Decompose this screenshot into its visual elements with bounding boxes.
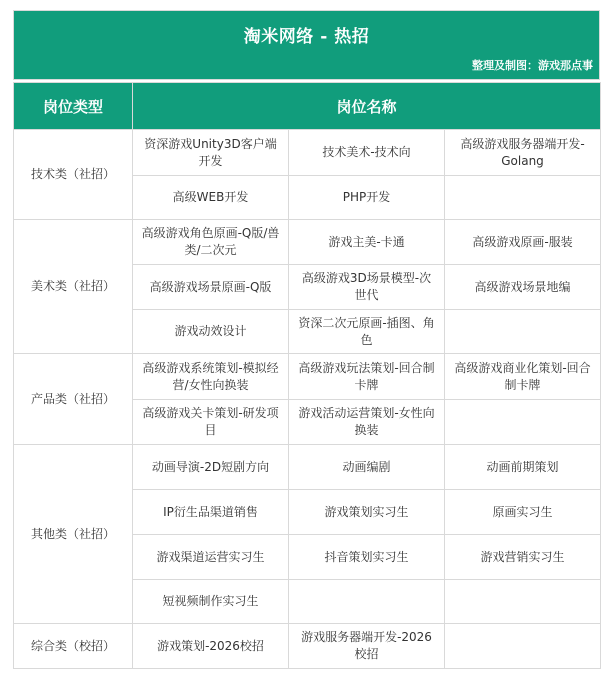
position-cell	[289, 580, 445, 624]
position-cell: 高级游戏3D场景模型-次世代	[289, 265, 445, 310]
position-cell: 原画实习生	[445, 490, 601, 535]
position-cell: 游戏服务器端开发-2026校招	[289, 624, 445, 669]
position-cell: 游戏活动运营策划-女性向换装	[289, 400, 445, 445]
position-cell: PHP开发	[289, 176, 445, 220]
position-cell: 高级游戏场景原画-Q版	[133, 265, 289, 310]
column-header-positions: 岗位名称	[133, 83, 601, 130]
position-cell	[445, 310, 601, 354]
position-cell: 动画前期策划	[445, 445, 601, 490]
position-cell: 高级游戏商业化策划-回合制卡牌	[445, 354, 601, 400]
column-header-category: 岗位类型	[14, 83, 133, 130]
position-cell: 高级WEB开发	[133, 176, 289, 220]
position-cell: 高级游戏关卡策划-研发项目	[133, 400, 289, 445]
table-body	[14, 130, 601, 669]
position-cell: 抖音策划实习生	[289, 535, 445, 580]
position-cell: 动画导演-2D短剧方向	[133, 445, 289, 490]
position-cell: 游戏渠道运营实习生	[133, 535, 289, 580]
table-row	[14, 220, 601, 265]
position-cell: 动画编剧	[289, 445, 445, 490]
table-row	[14, 445, 601, 490]
position-cell: 游戏主美-卡通	[289, 220, 445, 265]
position-cell: 高级游戏玩法策划-回合制卡牌	[289, 354, 445, 400]
position-cell: 游戏策划-2026校招	[133, 624, 289, 669]
position-cell: 高级游戏角色原画-Q版/兽类/二次元	[133, 220, 289, 265]
header-banner	[13, 10, 600, 80]
position-cell: 资深游戏Unity3D客户端开发	[133, 130, 289, 176]
page-title: 淘米网络 - 热招	[243, 27, 370, 47]
position-cell: IP衍生品渠道销售	[133, 490, 289, 535]
jobs-table	[13, 82, 601, 669]
category-cell: 产品类（社招）	[14, 354, 133, 445]
table-row	[14, 354, 601, 400]
position-cell: 高级游戏系统策划-模拟经营/女性向换装	[133, 354, 289, 400]
position-cell: 技术美术-技术向	[289, 130, 445, 176]
position-cell: 高级游戏服务器端开发-Golang	[445, 130, 601, 176]
table-row	[14, 130, 601, 176]
position-cell: 游戏营销实习生	[445, 535, 601, 580]
position-cell	[445, 624, 601, 669]
category-cell: 综合类（校招）	[14, 624, 133, 669]
position-cell: 游戏动效设计	[133, 310, 289, 354]
category-cell: 美术类（社招）	[14, 220, 133, 354]
category-cell: 技术类（社招）	[14, 130, 133, 220]
position-cell	[445, 400, 601, 445]
table-header-row	[14, 83, 601, 130]
credit-text: 整理及制图：游戏那点事	[472, 59, 593, 72]
position-cell: 短视频制作实习生	[133, 580, 289, 624]
table-row	[14, 624, 601, 669]
position-cell	[445, 580, 601, 624]
position-cell: 游戏策划实习生	[289, 490, 445, 535]
position-cell: 高级游戏场景地编	[445, 265, 601, 310]
category-cell: 其他类（社招）	[14, 445, 133, 624]
position-cell: 资深二次元原画-插图、角色	[289, 310, 445, 354]
position-cell	[445, 176, 601, 220]
position-cell: 高级游戏原画-服装	[445, 220, 601, 265]
